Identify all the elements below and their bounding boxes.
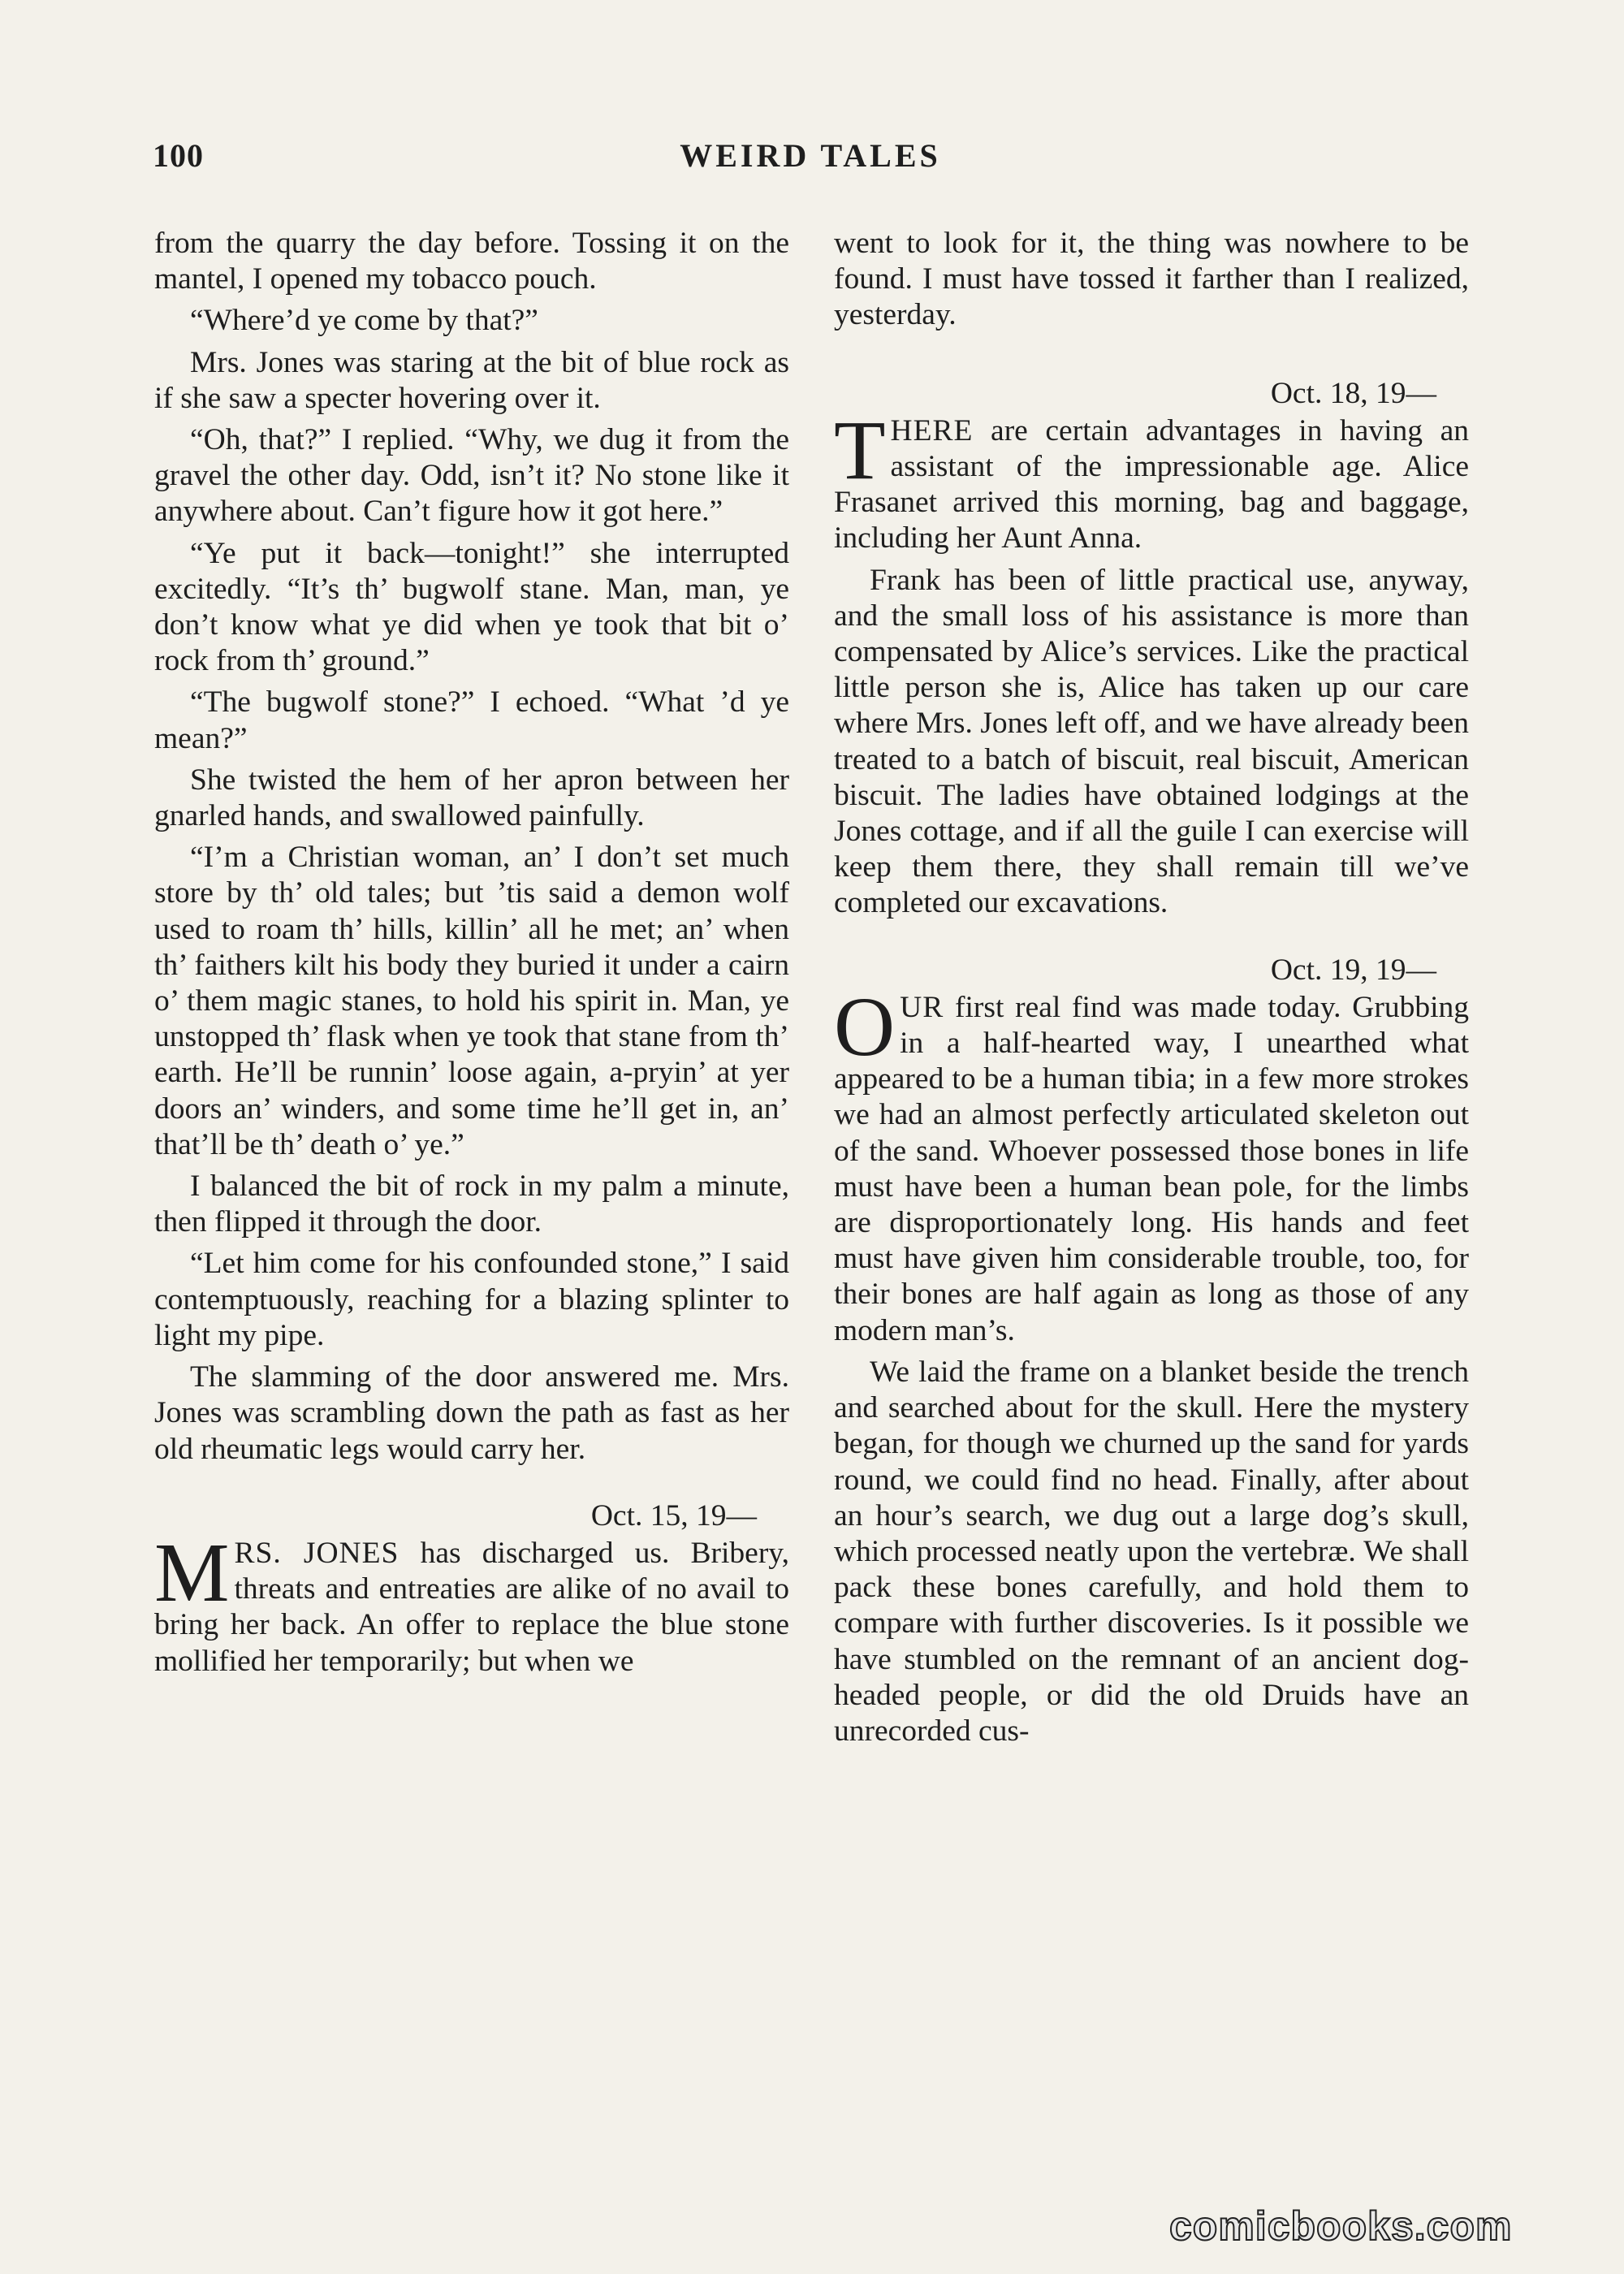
- lead-in: HERE: [890, 413, 974, 447]
- paragraph: “Ye put it back—tonight!” she interrupted excitedly. “It’s th’ bugwolf stane. Man, man, ye don’t know what ye did when ye took that bit o’ rock from th’ ground.”: [154, 536, 789, 678]
- entry-text: are certain advantages in having an assistant of the impressionable age. Alice Frasanet arrived this morning, bag and baggage, including her Aunt Anna.: [834, 413, 1469, 556]
- diary-entry: [154, 1525, 789, 1680]
- paragraph: “I’m a Christian woman, an’ I don’t set much store by th’ old tales; but ’tis said a demon wolf used to roam th’ hills, killin’ all he met; an’ when th’ faithers kilt his body they buried it under a cairn o’ them magic stanes, to hold his spirit in. Man, ye unstopped th’ flask when ye took that stane from th’ earth. He’ll be runnin’ loose again, a-pryin’ at yer doors an’ winders, and some time he’ll get in, an’ that’ll be th’ death o’ ye.”: [154, 841, 789, 1161]
- diary-date: Oct. 15, 19—: [590, 1498, 757, 1533]
- drop-cap: T: [834, 403, 886, 497]
- drop-cap: O: [834, 979, 896, 1074]
- paragraph: went to look for it, the thing was nowhere to be found. I must have tossed it farther than I realized, yesterday.: [834, 227, 1469, 332]
- paragraph: “Let him come for his confounded stone,” I said contemptuously, reaching for a blazing splinter to light my pipe.: [154, 1247, 789, 1352]
- drop-cap: M: [154, 1525, 230, 1619]
- paragraph: She twisted the hem of her apron between her gnarled hands, and swallowed painfully.: [154, 763, 789, 833]
- page-number: 100: [153, 137, 204, 174]
- entry-text: first real find was made today. Grubbing in a half-hearted way, I unearthed what appeared to be a human tibia; in a few more strokes we had an almost perfectly articulated skeleton out of the sand. Whoever possessed those bones in life must have been a human bean pole, for the limbs are disproportionately long. His hands and feet must have given him considerable trouble, too, for their bones are half again as long as those of any modern man’s.: [834, 990, 1469, 1347]
- paragraph: “The bugwolf stone?” I echoed. “What ’d ye mean?”: [154, 685, 789, 755]
- paragraph: Mrs. Jones was staring at the bit of blue rock as if she saw a specter hovering over it.: [154, 345, 789, 415]
- paragraph: We laid the frame on a blanket beside the trench and searched about for the skull. Here the mystery began, for though we churned up the sand for yards round, we could find no head. Finally, after about an hour’s search, we dug out a large dog’s skull, which processed neatly upon the vertebræ. We shall pack these bones carefully, and hold them to compare with further discoveries. Is it possible we have stumbled on the remnant of an ancient dog-headed people, or did the old Druids have an unrecorded cus-: [834, 1355, 1469, 1748]
- left-column: [154, 226, 789, 1685]
- paragraph: “Oh, that?” I replied. “Why, we dug it from the gravel the other day. Odd, isn’t it? No stone like it anywhere about. Can’t figure how it got here.”: [154, 423, 789, 529]
- paragraph: The slamming of the door answered me. Mrs. Jones was scrambling down the path as fast as her old rheumatic legs would carry her.: [154, 1360, 789, 1466]
- lead-in: RS. JONES: [234, 1536, 400, 1570]
- running-head: WEIRD TALES: [680, 137, 941, 174]
- entry-text: has discharged us. Bribery, threats and entreaties are alike of no avail to bring her back. An offer to replace the blue stone mollified her temporarily; but when we: [154, 1536, 789, 1678]
- right-column: [834, 226, 1469, 1755]
- diary-date: Oct. 19, 19—: [1270, 953, 1436, 987]
- diary-entry: [834, 403, 1469, 557]
- diary-entry: [834, 979, 1469, 1349]
- lead-in: UR: [900, 990, 944, 1024]
- page-header: [153, 136, 1468, 185]
- watermark-logo: comicbooks.com: [1169, 2203, 1513, 2249]
- paragraph: I balanced the bit of rock in my palm a minute, then flipped it through the door.: [154, 1169, 789, 1239]
- diary-date: Oct. 18, 19—: [1270, 376, 1436, 410]
- paragraph: from the quarry the day before. Tossing it on the mantel, I opened my tobacco pouch.: [154, 227, 789, 296]
- paragraph: “Where’d ye come by that?”: [190, 304, 538, 338]
- paragraph: Frank has been of little practical use, anyway, and the small loss of his assistance is more than compensated by Alice’s services. Like the practical little person she is, Alice has taken up our care where Mrs. Jones left off, and we have already been treated to a batch of biscuit, real biscuit, American biscuit. The ladies have obtained lodgings at the Jones cottage, and if all the guile I can exercise will keep them there, they shall remain till we’ve completed our excavations.: [834, 563, 1469, 920]
